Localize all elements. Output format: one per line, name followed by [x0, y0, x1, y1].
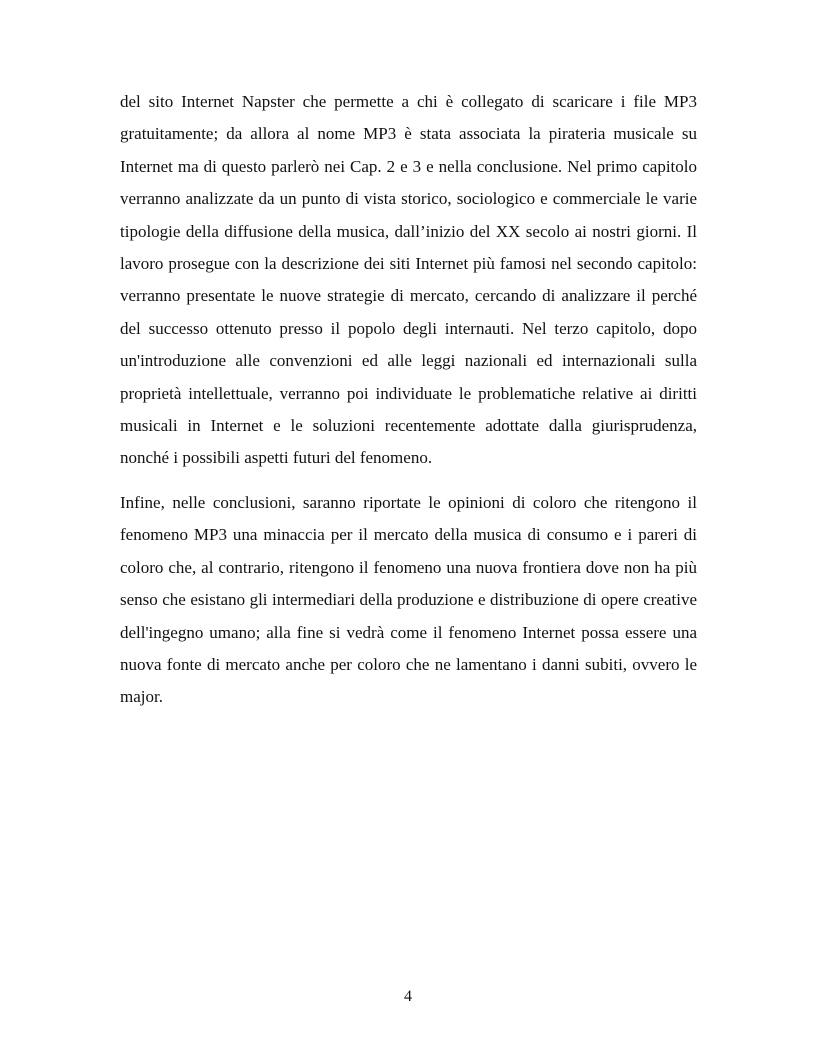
page-number: 4 [404, 988, 412, 1005]
paragraph-1: del sito Internet Napster che permette a chi è collegato di scaricare i file MP3 gratuitamente; da allora al nome MP3 è stata associata la pirateria musicale su Internet ma di questo parlerò nei Cap. 2 e 3 e nella conclusione. Nel primo capitolo verranno analizzate da un punto di vista storico, sociologico e commerciale le varie tipologie della diffusione della musica, dall’inizio del XX secolo ai nostri giorni. Il lavoro prosegue con la descrizione dei siti Internet più famosi nel secondo capitolo: verranno presentate le nuove strategie di mercato, cercando di analizzare il perché del successo ottenuto presso il popolo degli internauti. Nel terzo capitolo, dopo un'introduzione alle convenzioni ed alle leggi nazionali ed internazionali sulla proprietà intellettuale, verranno poi individuate le problematiche relative ai diritti musicali in Internet e le soluzioni recentemente adottate dalla giurisprudenza, nonché i possibili aspetti futuri del fenomeno. [120, 92, 697, 468]
document-body [120, 86, 697, 714]
paragraph-2: Infine, nelle conclusioni, saranno riportate le opinioni di coloro che ritengono il fenomeno MP3 una minaccia per il mercato della musica di consumo e i pareri di coloro che, al contrario, ritengono il fenomeno una nuova frontiera dove non ha più senso che esistano gli intermediari della produzione e distribuzione di opere creative dell'ingegno umano; alla fine si vedrà come il fenomeno Internet possa essere una nuova fonte di mercato anche per coloro che ne lamentano i danni subiti, ovvero le major. [120, 492, 697, 707]
